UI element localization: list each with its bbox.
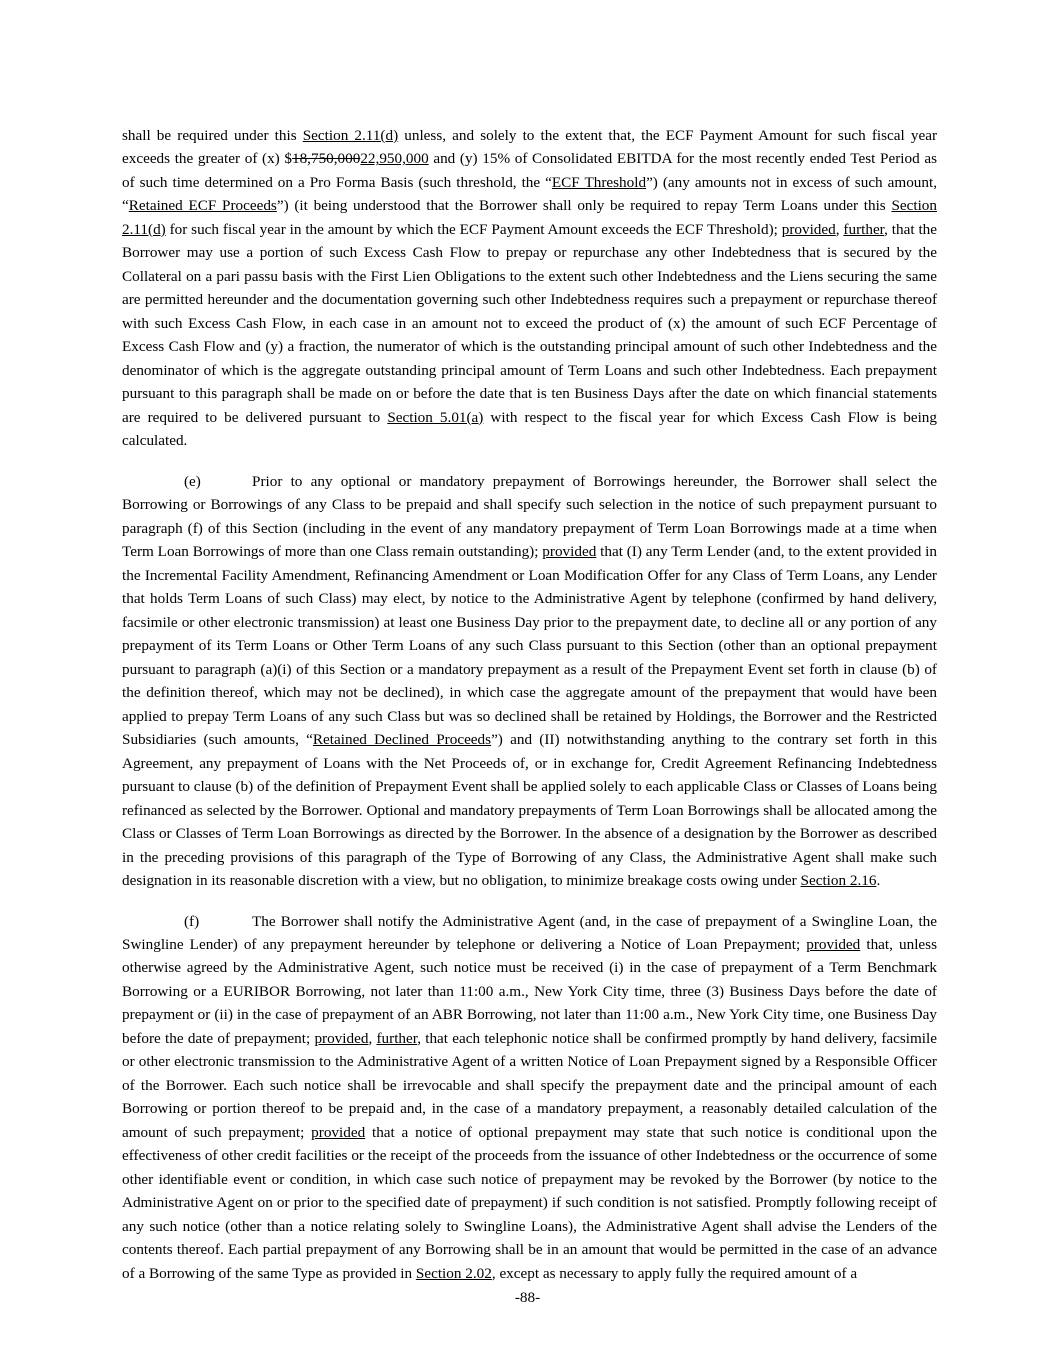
text-run: , that each telephonic notice shall be confirmed promptly by hand delivery, facsimile or other electronic transmission to the Administrative Agent of a written Notice of Loan Prepayment signed by a Responsible Officer of the Borrower. Each such notice shall be irrevocable and shall specify the prepayment date and the principal amount of each Borrowing or portion thereof to be prepaid and, in the case of a mandatory prepayment, a reasonably detailed calculation of the amount of such prepayment; xyxy=(122,1029,937,1141)
defined-term: Section 2.11(d) xyxy=(302,127,399,144)
defined-term: provided xyxy=(311,1123,366,1141)
text-run: and (y) 15% of Consolidated EBITDA for the most recently ended Test Period as of such time determined on a Pro Forma Basis (such threshold, the “ xyxy=(122,150,937,191)
text-run: shall be required under this xyxy=(122,127,303,144)
text-run: with respect to the fiscal year for which Excess Cash Flow is being calculated. xyxy=(122,408,937,450)
defined-term: Section 2.16 xyxy=(800,872,877,890)
defined-term: provided xyxy=(314,1029,369,1047)
document-body xyxy=(122,124,937,1285)
text-run: The Borrower shall notify the Administrative Agent (and, in the case of prepayment of a Swingline Loan, the Swingline Lender) of any prepayment hereunder by telephone or delivering a Notice of Loan Prepayment; xyxy=(122,912,937,953)
text-run: , xyxy=(835,220,844,238)
text-run: unless, and solely to the extent that, the ECF Payment Amount for such fiscal year exceeds the greater of (x) $ xyxy=(122,127,938,168)
defined-term: Retained ECF Proceeds xyxy=(128,197,277,215)
defined-term: ECF Threshold xyxy=(551,173,647,191)
defined-term: provided xyxy=(781,220,836,238)
deleted-text: 18,750,000 xyxy=(291,150,361,168)
paragraph xyxy=(122,124,937,453)
text-run: that (I) any Term Lender (and, to the extent provided in the Incremental Facility Amendment, Refinancing Amendment or Loan Modification Offer for any Class of Term Loans, any Lender that holds Term Loans of such Class) may elect, by notice to the Administrative Agent by telephone (confirmed by hand delivery, facsimile or other electronic transmission) at least one Business Day prior to the prepayment date, to decline all or any portion of any prepayment of its Term Loans or Other Term Loans of any such Class pursuant to this Section (other than an optional prepayment pursuant to paragraph (a)(i) of this Section or a mandatory prepayment as a result of the Prepayment Event set forth in clause (b) of the definition thereof, which may not be declined), in which case the aggregate amount of the prepayment that would have been applied to prepay Term Loans of any such Class but was so declined shall be retained by Holdings, the Borrower and the Restricted Subsidiaries (such amounts, “ xyxy=(122,543,937,749)
defined-term: provided xyxy=(542,543,597,561)
defined-term: provided xyxy=(806,935,861,953)
text-run: Prior to any optional or mandatory prepayment of Borrowings hereunder, the Borrower shall select the Borrowing or Borrowings of any Class to be prepaid and shall specify such selection in the notice of such prepayment pursuant to paragraph (f) of this Section (including in the event of any mandatory prepayment of Term Loan Borrowings made at a time when Term Loan Borrowings of more than one Class remain outstanding); xyxy=(122,472,937,561)
paragraph xyxy=(122,470,937,893)
text-run: ”) and (II) notwithstanding anything to the contrary set forth in this Agreement, any prepayment of Loans with the Net Proceeds of, or in exchange for, Credit Agreement Refinancing Indebtedness pursuant to clause (b) of the definition of Prepayment Event shall be applied solely to each applicable Class or Classes of Loans being refinanced as selected by the Borrower. Optional and mandatory prepayments of Term Loan Borrowings shall be allocated among the Class or Classes of Term Loan Borrowings as directed by the Borrower. In the absence of a designation by the Borrower as described in the preceding provisions of this paragraph of the Type of Borrowing of any Class, the Administrative Agent shall make such designation in its reasonable discretion with a view, but no obligation, to minimize breakage costs owing under xyxy=(122,731,937,890)
defined-term: further xyxy=(376,1029,418,1047)
page-number: -88- xyxy=(514,1289,541,1306)
text-run: that, unless otherwise agreed by the Administrative Agent, such notice must be received (i) in the case of prepayment of a Term Benchmark Borrowing or a EURIBOR Borrowing, not later than 11:00 a.m., New York City time, three (3) Business Days before the date of prepayment or (ii) in the case of prepayment of an ABR Borrowing, not later than 11:00 a.m., New York City time, one Business Day before the date of prepayment; xyxy=(122,935,937,1047)
text-run: , except as necessary to apply fully the required amount of a xyxy=(491,1264,858,1282)
defined-term: further xyxy=(843,220,885,238)
text-run: , that the Borrower may use a portion of such Excess Cash Flow to prepay or repurchase any other Indebtedness that is secured by the Collateral on a pari passu basis with the First Lien Obligations to the extent such other Indebtedness and the Liens securing the same are permitted hereunder and the documentation governing such other Indebtedness requires such a prepayment or repurchase thereof with such Excess Cash Flow, in each case in an amount not to exceed the product of (x) the amount of such ECF Percentage of Excess Cash Flow and (y) a fraction, the numerator of which is the outstanding principal amount of such other Indebtedness and the denominator of which is the aggregate outstanding principal amount of Term Loans and such other Indebtedness. Each prepayment pursuant to this paragraph shall be made on or before the date that is ten Business Days after the date on which financial statements are required to be delivered pursuant to xyxy=(122,220,938,426)
inserted-text: 22,950,000 xyxy=(360,150,429,168)
paragraph-label: (f) xyxy=(184,912,200,930)
defined-term: Section 2.02 xyxy=(415,1264,492,1282)
text-run: , xyxy=(368,1029,377,1047)
text-run: . xyxy=(876,872,881,890)
defined-term: Retained Declined Proceeds xyxy=(312,731,492,749)
text-run: ”) (it being understood that the Borrower shall only be required to repay Term Loans under this xyxy=(276,197,892,215)
paragraph xyxy=(122,910,937,1286)
text-run: that a notice of optional prepayment may state that such notice is conditional upon the effectiveness of other credit facilities or the receipt of the proceeds from the issuance of other Indebtedness or the occurrence of some other identifiable event or condition, in which case such notice of prepayment may be revoked by the Borrower (by notice to the Administrative Agent on or prior to the specified date of prepayment) if such condition is not satisfied. Promptly following receipt of any such notice (other than a notice relating solely to Swingline Loans), the Administrative Agent shall advise the Lenders of the contents thereof. Each partial prepayment of any Borrowing shall be in an amount that would be permitted in the case of an advance of a Borrowing of the same Type as provided in xyxy=(122,1123,938,1282)
paragraph-label: (e) xyxy=(184,472,201,490)
defined-term: Section 2.11(d) xyxy=(122,197,937,238)
text-run: for such fiscal year in the amount by which the ECF Payment Amount exceeds the ECF Threshold); xyxy=(165,220,782,238)
defined-term: Section 5.01(a) xyxy=(387,408,484,426)
text-run: ”) (any amounts not in excess of such amount, “ xyxy=(122,173,938,215)
